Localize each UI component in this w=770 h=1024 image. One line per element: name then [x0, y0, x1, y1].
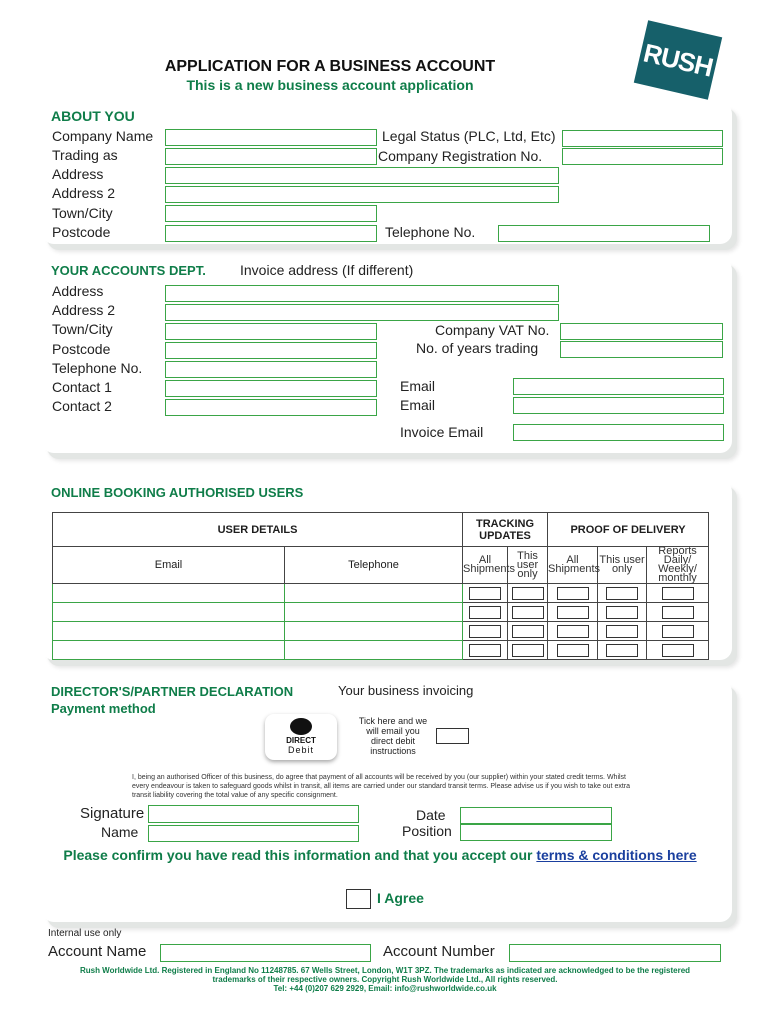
trading-as-field[interactable]	[165, 148, 377, 165]
email2-label: Email	[400, 397, 436, 413]
user-telephone-input[interactable]	[285, 641, 463, 660]
signature-field[interactable]	[148, 805, 359, 823]
booking-heading: ONLINE BOOKING AUTHORISED USERS	[51, 485, 304, 500]
user-telephone-input[interactable]	[285, 622, 463, 641]
vat-field[interactable]	[560, 323, 723, 340]
direct-debit-line1: DIRECT	[286, 736, 316, 745]
invoice-email-label: Invoice Email	[400, 424, 484, 440]
tracking-all-shipments-header: All Shipments	[463, 547, 508, 584]
tracking-all-checkbox[interactable]	[469, 606, 501, 619]
postcode-label: Postcode	[52, 224, 111, 240]
acc-address2-label: Address 2	[52, 302, 116, 318]
page-subtitle: This is a new business account application	[186, 77, 474, 93]
rush-logo	[634, 20, 722, 99]
town-city-field[interactable]	[165, 205, 377, 222]
years-trading-field[interactable]	[560, 341, 723, 358]
terms-link[interactable]: terms & conditions here	[536, 847, 697, 863]
table-row	[53, 622, 709, 641]
tracking-all-checkbox[interactable]	[469, 587, 501, 600]
contact1-field[interactable]	[165, 380, 377, 397]
tracking-user-checkbox[interactable]	[512, 587, 544, 600]
declaration-legal-text: I, being an authorised Officer of this business, do agree that payment of all accounts will be received by you (our supplier) within your stated credit terms. Whilst every endeavour is taken to safeguard goods whilst in transit, all items are carried under our standard transit terms. Please advise us if you wish to take out extra transit liability covering the total value of any specific consignment.	[132, 774, 631, 799]
legal-status-label: Legal Status (PLC, Ltd, Etc)	[382, 128, 556, 144]
acc-address-label: Address	[52, 283, 104, 299]
invoice-address-note: Invoice address (If different)	[240, 262, 414, 278]
page-title: APPLICATION FOR A BUSINESS ACCOUNT	[164, 58, 496, 75]
telephone-field[interactable]	[498, 225, 710, 242]
payment-method-heading: Payment method	[51, 701, 156, 716]
acc-telephone-label: Telephone No.	[52, 360, 143, 376]
tracking-updates-header: TRACKING UPDATES	[463, 513, 548, 547]
tick-instructions-text: Tick here and we will email you direct debit instructions	[358, 716, 428, 756]
tracking-user-checkbox[interactable]	[512, 606, 544, 619]
pod-user-checkbox[interactable]	[606, 625, 638, 638]
agree-checkbox[interactable]	[346, 889, 371, 909]
invoice-email-field[interactable]	[513, 424, 724, 441]
acc-address-field[interactable]	[165, 285, 559, 302]
pod-all-shipments-header: All Shipments	[548, 547, 598, 584]
accounts-dept-heading: YOUR ACCOUNTS DEPT.	[51, 263, 206, 278]
table-row	[53, 641, 709, 660]
contact2-label: Contact 2	[52, 398, 112, 414]
address-field[interactable]	[165, 167, 559, 184]
name-field[interactable]	[148, 825, 359, 842]
pod-reports-checkbox[interactable]	[662, 587, 694, 600]
user-telephone-input[interactable]	[285, 603, 463, 622]
acc-town-city-field[interactable]	[165, 323, 377, 340]
pod-all-checkbox[interactable]	[557, 587, 589, 600]
contact2-field[interactable]	[165, 399, 377, 416]
direct-debit-checkbox[interactable]	[436, 728, 469, 744]
acc-town-city-label: Town/City	[52, 321, 113, 337]
footer-trademarks: trademarks of their respective owners. Copyright Rush Worldwide Ltd., All rights reserved.	[212, 975, 558, 984]
direct-debit-logo	[265, 714, 337, 760]
position-field[interactable]	[460, 824, 612, 841]
pod-user-checkbox[interactable]	[606, 587, 638, 600]
acc-postcode-label: Postcode	[52, 341, 111, 357]
pod-all-checkbox[interactable]	[557, 625, 589, 638]
position-label: Position	[402, 823, 452, 839]
confirm-terms-text	[60, 847, 700, 864]
pod-reports-checkbox[interactable]	[662, 606, 694, 619]
postcode-field[interactable]	[165, 225, 377, 242]
company-name-field[interactable]	[165, 129, 377, 146]
logo-text: RUSH	[640, 37, 716, 82]
direct-debit-line2: Debit	[287, 745, 314, 755]
tracking-user-checkbox[interactable]	[512, 644, 544, 657]
email1-field[interactable]	[513, 378, 724, 395]
account-name-field[interactable]	[160, 944, 371, 962]
vat-label: Company VAT No.	[435, 322, 550, 338]
user-email-input[interactable]	[53, 603, 285, 622]
acc-postcode-field[interactable]	[165, 342, 377, 359]
user-email-input[interactable]	[53, 622, 285, 641]
email-column-header: Email	[53, 547, 285, 584]
confirm-text: Please confirm you have read this information and that you accept our	[63, 847, 533, 863]
legal-status-field[interactable]	[562, 130, 723, 147]
company-registration-label: Company Registration No.	[378, 148, 543, 164]
user-details-header: USER DETAILS	[53, 513, 463, 547]
town-city-label: Town/City	[52, 205, 113, 221]
address2-label: Address 2	[52, 185, 116, 201]
acc-telephone-field[interactable]	[165, 361, 377, 378]
pod-user-checkbox[interactable]	[606, 606, 638, 619]
pod-all-checkbox[interactable]	[557, 606, 589, 619]
address2-field[interactable]	[165, 186, 559, 203]
date-label: Date	[416, 807, 446, 823]
declaration-heading: DIRECTOR'S/PARTNER DECLARATION	[51, 684, 294, 699]
invoicing-note: Your business invoicing	[338, 683, 474, 698]
date-field[interactable]	[460, 807, 612, 824]
trading-as-label: Trading as	[52, 147, 118, 163]
proof-of-delivery-header: PROOF OF DELIVERY	[548, 513, 709, 547]
pod-reports-checkbox[interactable]	[662, 644, 694, 657]
email1-label: Email	[400, 378, 436, 394]
email2-field[interactable]	[513, 397, 724, 414]
user-email-input[interactable]	[53, 584, 285, 603]
about-you-heading: ABOUT YOU	[51, 108, 135, 124]
acc-address2-field[interactable]	[165, 304, 559, 321]
tracking-all-checkbox[interactable]	[469, 644, 501, 657]
pod-reports-header: Reports Daily/ Weekly/ monthly	[647, 547, 709, 584]
pod-reports-checkbox[interactable]	[662, 625, 694, 638]
agree-label: I Agree	[377, 890, 424, 906]
account-number-field[interactable]	[509, 944, 721, 962]
contact1-label: Contact 1	[52, 379, 112, 395]
company-name-label: Company Name	[52, 128, 154, 144]
pod-user-checkbox[interactable]	[606, 644, 638, 657]
tracking-all-checkbox[interactable]	[469, 625, 501, 638]
telephone-label: Telephone No.	[385, 224, 476, 240]
name-label: Name	[101, 824, 139, 840]
user-telephone-input[interactable]	[285, 584, 463, 603]
years-trading-label: No. of years trading	[416, 340, 539, 356]
address-label: Address	[52, 166, 104, 182]
footer-contact: Tel: +44 (0)207 629 2929, Email: info@rushworldwide.co.uk	[273, 984, 497, 993]
tracking-user-checkbox[interactable]	[512, 625, 544, 638]
signature-label: Signature	[80, 805, 145, 822]
tracking-this-user-header: This user only	[508, 547, 548, 584]
authorised-users-table	[52, 512, 709, 660]
internal-use-note: Internal use only	[48, 928, 122, 939]
account-name-label: Account Name	[48, 943, 147, 960]
company-registration-field[interactable]	[562, 148, 723, 165]
pod-all-checkbox[interactable]	[557, 644, 589, 657]
table-row	[53, 584, 709, 603]
pod-this-user-header: This user only	[598, 547, 647, 584]
telephone-column-header: Telephone	[285, 547, 463, 584]
table-row	[53, 603, 709, 622]
user-email-input[interactable]	[53, 641, 285, 660]
direct-debit-icon	[290, 718, 312, 735]
account-number-label: Account Number	[383, 943, 495, 960]
footer-registration: Rush Worldwide Ltd. Registered in England No 11248785. 67 Wells Street, London, W1T 3PZ. The trademarks as indicated are acknowledged to be the registered	[79, 966, 691, 975]
